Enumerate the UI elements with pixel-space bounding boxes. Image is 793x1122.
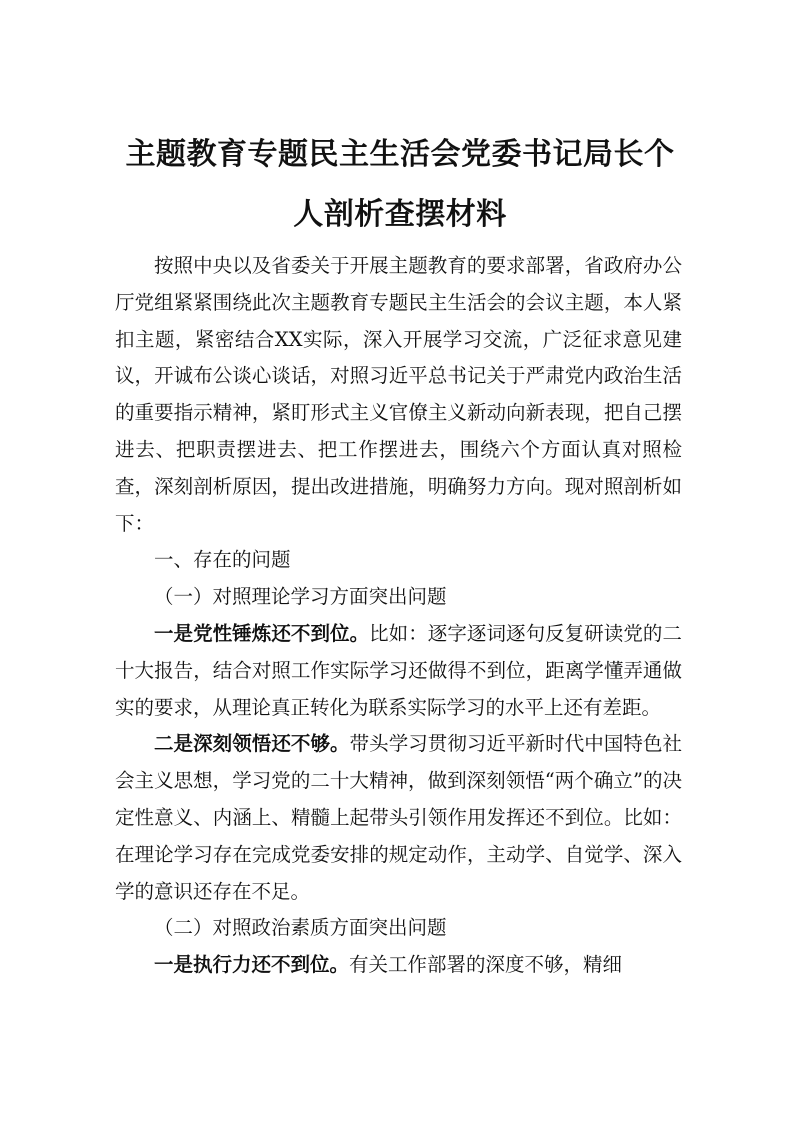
document-body <box>115 248 682 984</box>
subsection-heading-theory-study: （一）对照理论学习方面突出问题 <box>154 585 447 609</box>
document-title-line-2: 人剖析查摆材料 <box>293 197 507 232</box>
problem-item-party-spirit <box>115 616 682 726</box>
section-heading-problems: 一、存在的问题 <box>154 548 291 572</box>
problem-item-execution <box>115 947 682 984</box>
problem-item-lead: 一是执行力还不到位。 <box>154 953 350 977</box>
problem-item-text: 带头学习贯彻习近平新时代中国特色社会主义思想，学习党的二十大精神，做到深刻领悟“两个确立”的决定性意义、内涵上、精髓上起带头引领作用发挥还不到位。比如：在理论学习存在完成党委安排的规定动作，主动学、自觉学、深入学的意识还存在不足。 <box>115 732 682 903</box>
problem-item-lead: 一是党性锤炼还不到位。 <box>154 621 370 645</box>
document-title-line-1: 主题教育专题民主生活会党委书记局长个 <box>125 137 675 172</box>
problem-item-lead: 二是深刻领悟还不够。 <box>154 732 350 756</box>
intro-paragraph: 按照中央以及省委关于开展主题教育的要求部署，省政府办公厅党组紧紧围绕此次主题教育专题民主生活会的会议主题，本人紧扣主题，紧密结合XX实际，深入开展学习交流，广泛征求意见建议，开诚布公谈心谈话，对照习近平总书记关于严肃党内政治生活的重要指示精神，紧盯形式主义官僚主义新动向新表现，把自己摆进去、把职责摆进去、把工作摆进去，围绕六个方面认真对照检查，深刻剖析原因，提出改进措施，明确努力方向。现对照剖析如下： <box>115 254 682 535</box>
problem-item-text: 有关工作部署的深度不够，精细 <box>349 953 623 977</box>
subsection-heading-political-quality: （二）对照政治素质方面突出问题 <box>154 916 447 940</box>
problem-item-deep-understanding <box>115 726 682 910</box>
problem-item-text: 比如：逐字逐词逐句反复研读党的二十大报告，结合对照工作实际学习还做得不到位，距离学懂弄通做实的要求，从理论真正转化为联系实际学习的水平上还有差距。 <box>115 621 682 719</box>
